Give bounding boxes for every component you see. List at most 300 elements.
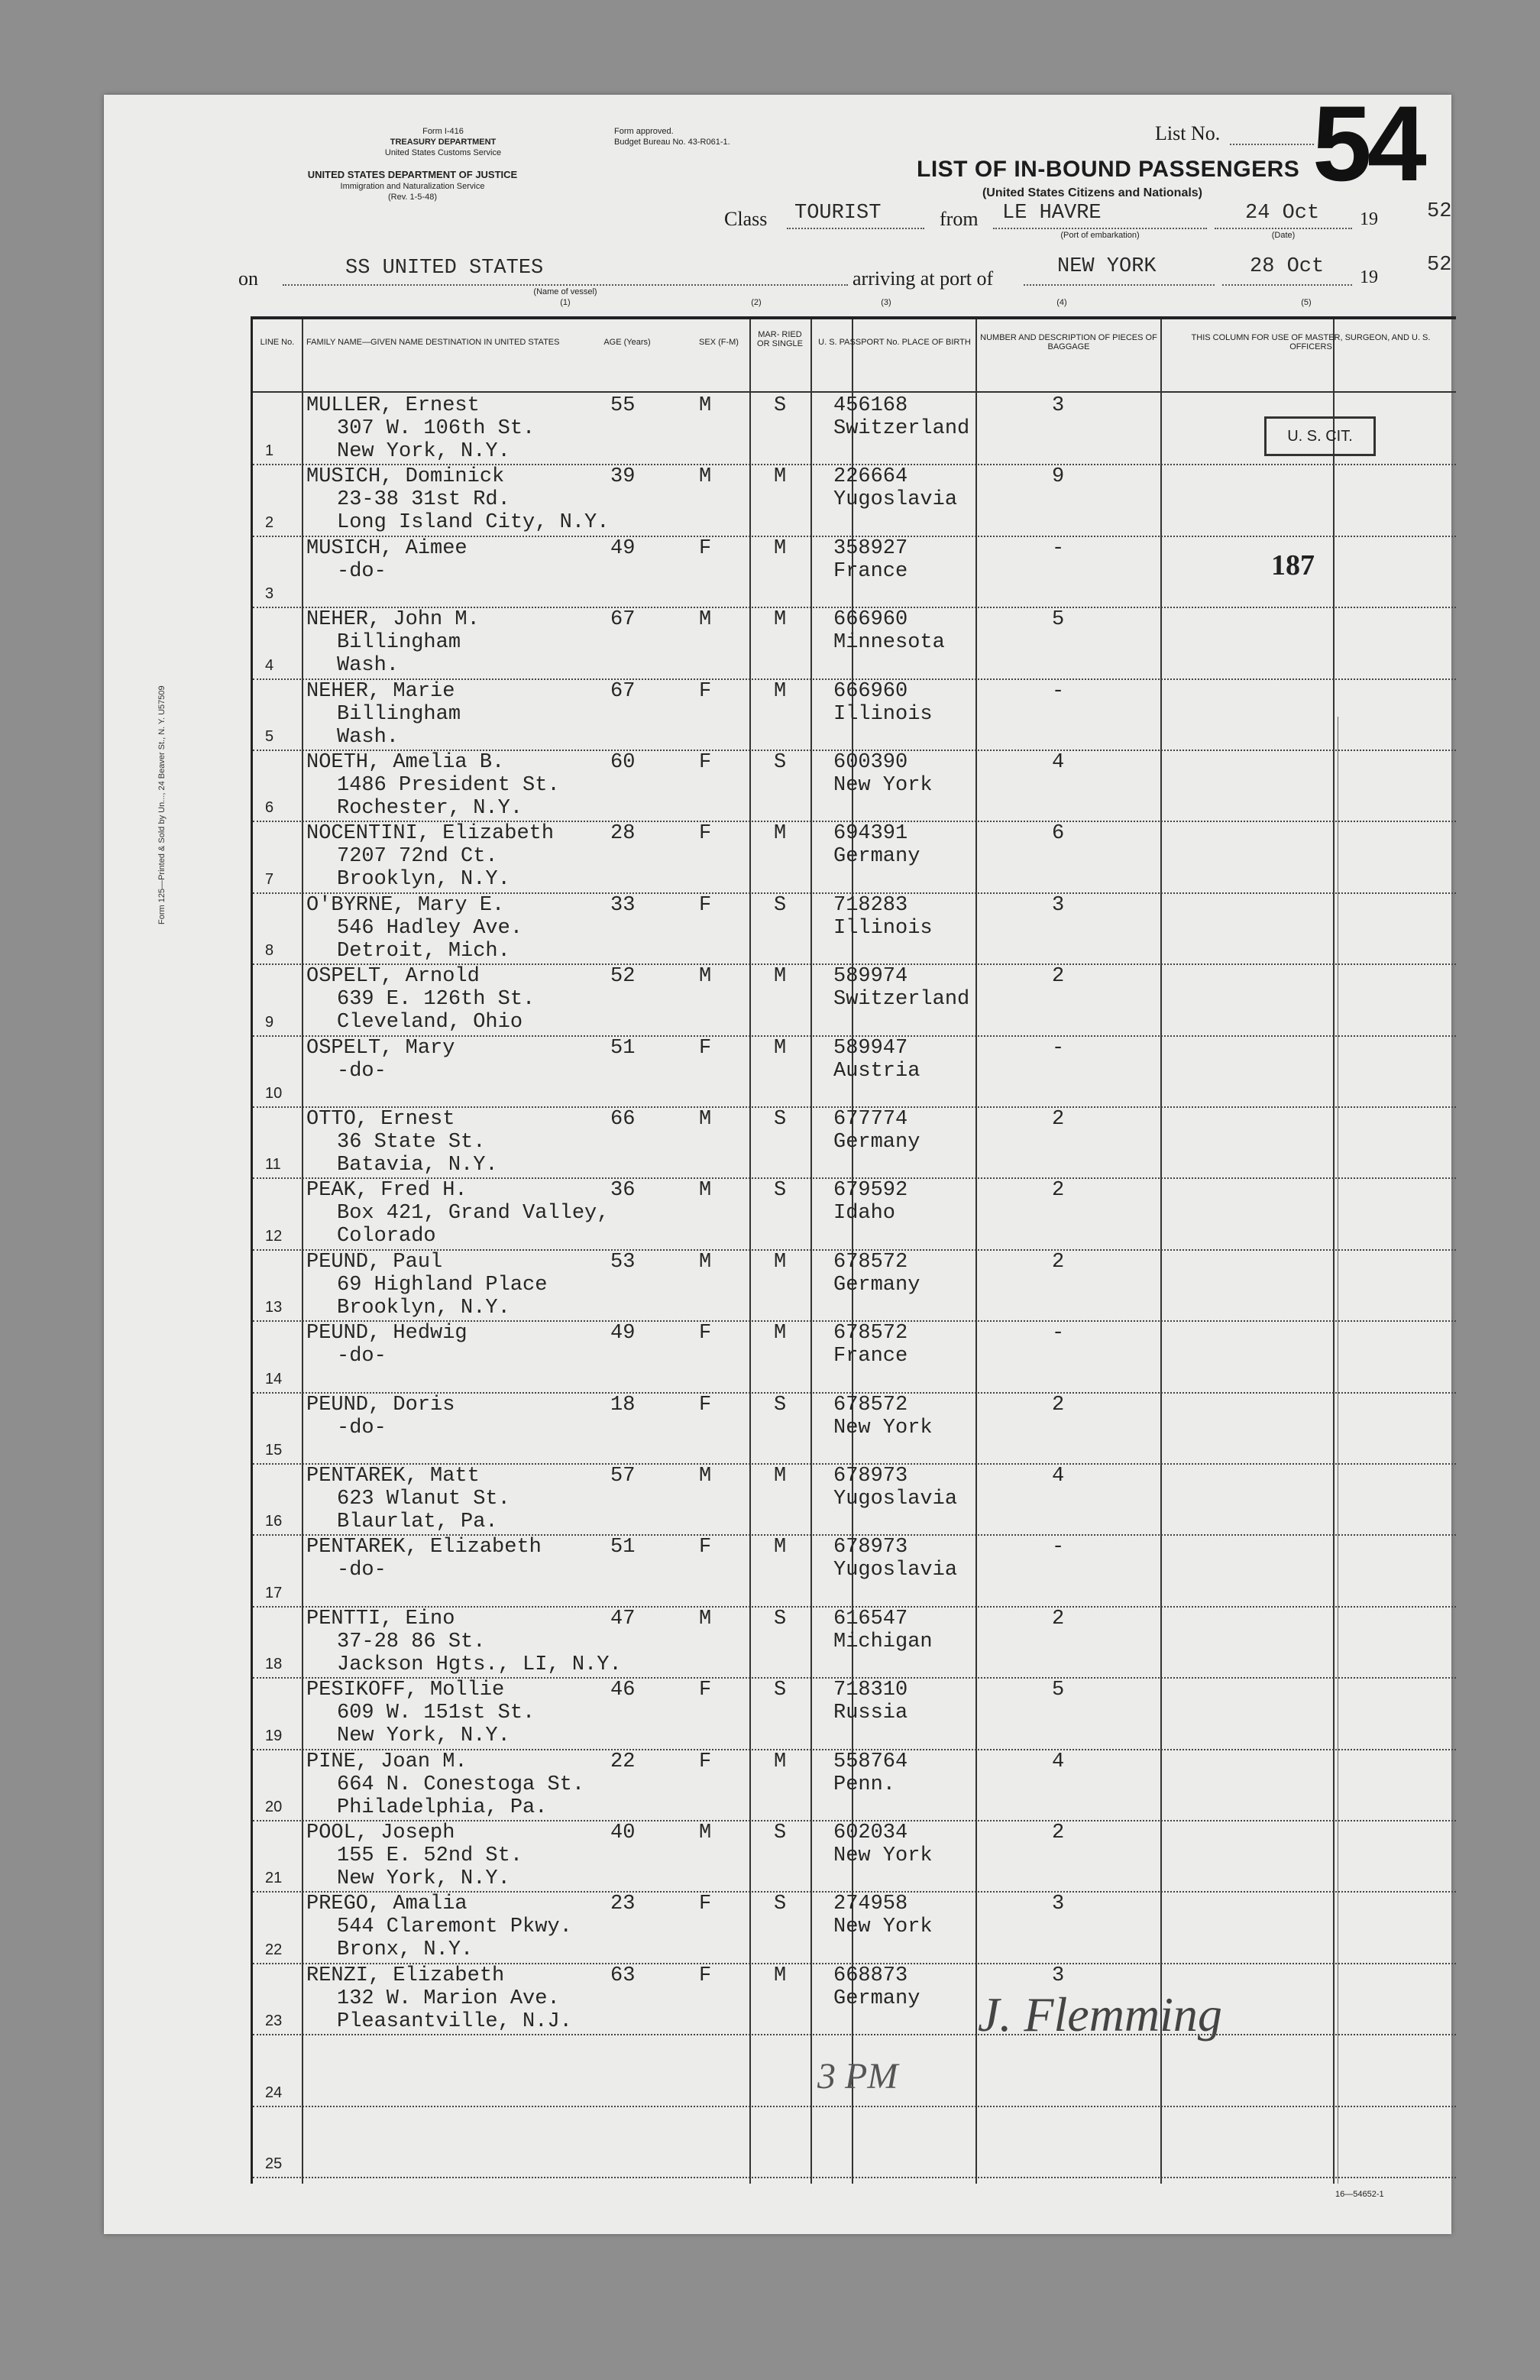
cell-addr2: Bronx, N.Y. — [337, 1938, 474, 1962]
cell-bags: 3 — [1052, 1893, 1065, 1916]
printer-side-text: Form 125—Printed & Sold by Un..., 24 Beaver St., N. Y. U57509 — [157, 685, 167, 924]
line-number: 24 — [265, 2084, 283, 2101]
cell-age: 47 — [610, 1607, 636, 1630]
line-number: 19 — [265, 1727, 283, 1744]
table-row — [253, 822, 1456, 893]
line-number: 21 — [265, 1870, 283, 1887]
cell-addr2: New York, N.Y. — [337, 440, 510, 463]
footer-code: 16—54652-1 — [1335, 2190, 1384, 2199]
cell-bags: 9 — [1052, 465, 1065, 489]
cell-addr1: -do- — [337, 1345, 387, 1368]
cell-birth: Russia — [833, 1702, 908, 1725]
cell-birth: Idaho — [833, 1202, 896, 1226]
cell-age: 52 — [610, 965, 636, 989]
cell-addr1: 7207 72nd Ct. — [337, 845, 498, 869]
cell-ms: S — [774, 1607, 787, 1630]
cell-addr1: -do- — [337, 1416, 387, 1439]
line-number: 25 — [265, 2155, 283, 2172]
cell-age: 36 — [610, 1179, 636, 1203]
on-label: on — [238, 267, 258, 290]
cell-addr2: Detroit, Mich. — [337, 939, 510, 963]
cell-addr1: Box 421, Grand Valley, — [337, 1202, 610, 1226]
cell-passport: 668873 — [833, 1964, 908, 1987]
cell-ms: S — [774, 1179, 787, 1203]
cell-addr2: Cleveland, Ohio — [337, 1011, 523, 1035]
year-prefix-2: 19 — [1360, 267, 1378, 287]
cell-addr1: 307 W. 106th St. — [337, 417, 535, 440]
cell-passport: 678973 — [833, 1465, 908, 1488]
table-row — [253, 2107, 1456, 2178]
table-row — [253, 1322, 1456, 1393]
us-citizen-stamp: U. S. CIT. — [1264, 416, 1376, 456]
line-number: 6 — [265, 799, 274, 817]
column-number-3: (3) — [881, 298, 891, 307]
line-number: 1 — [265, 442, 274, 460]
cell-birth: Michigan — [833, 1630, 933, 1653]
cell-ms: M — [774, 536, 787, 560]
cell-birth: Switzerland — [833, 417, 970, 440]
table-row — [253, 1750, 1456, 1821]
cell-age: 57 — [610, 1465, 636, 1488]
cell-age: 46 — [610, 1679, 636, 1702]
cell-birth: Austria — [833, 1059, 920, 1083]
line-number: 20 — [265, 1798, 283, 1815]
column-number-2: (2) — [751, 298, 762, 307]
cell-bags: - — [1052, 1536, 1065, 1559]
form-revision: (Rev. 1-5-48) — [388, 193, 437, 202]
cell-addr2: Jackson Hgts., LI, N.Y. — [337, 1653, 622, 1676]
treasury-department: TREASURY DEPARTMENT — [390, 138, 497, 147]
cell-name: NEHER, John M. — [306, 608, 480, 632]
table-row — [253, 1821, 1456, 1893]
header-line-no: LINE No. — [260, 338, 295, 347]
cell-birth: New York — [833, 1844, 933, 1867]
cell-birth: Germany — [833, 1987, 920, 2010]
line-number: 23 — [265, 2012, 283, 2030]
header-officers: THIS COLUMN FOR USE OF MASTER, SURGEON, AND U. S. OFFICERS — [1191, 333, 1431, 351]
cell-bags: - — [1052, 679, 1065, 703]
cell-sex: F — [699, 751, 712, 774]
cell-addr1: 609 W. 151st St. — [337, 1702, 535, 1725]
port-caption: (Port of embarkation) — [1060, 231, 1140, 240]
cell-birth: Illinois — [833, 702, 933, 726]
cell-sex: M — [699, 1607, 712, 1630]
line-number: 9 — [265, 1013, 274, 1031]
vessel-dots — [283, 284, 848, 286]
cell-passport: 666960 — [833, 608, 908, 632]
table-row — [253, 894, 1456, 965]
table-row — [253, 1251, 1456, 1322]
class-label: Class — [724, 208, 768, 230]
cell-age: 33 — [610, 893, 636, 917]
cell-age: 18 — [610, 1393, 636, 1417]
cell-birth: Germany — [833, 1131, 920, 1154]
cell-bags: 5 — [1052, 608, 1065, 632]
cell-ms: S — [774, 1393, 787, 1417]
cell-passport: 358927 — [833, 536, 908, 560]
cell-name: MUSICH, Aimee — [306, 536, 467, 560]
cell-name: OSPELT, Arnold — [306, 965, 480, 989]
cell-sex: F — [699, 679, 712, 703]
vessel-column-number: (1) — [560, 298, 571, 307]
cell-ms: M — [774, 1322, 787, 1345]
line-number: 15 — [265, 1441, 283, 1459]
list-number-dots — [1230, 144, 1314, 145]
line-number: 4 — [265, 656, 274, 674]
port-of-embarkation: LE HAVRE — [1002, 202, 1102, 225]
table-row — [253, 1037, 1456, 1108]
cell-ms: M — [774, 1964, 787, 1987]
cell-ms: M — [774, 1750, 787, 1773]
cell-ms: M — [774, 822, 787, 846]
cell-birth: Germany — [833, 1273, 920, 1297]
cell-name: PEUND, Doris — [306, 1393, 455, 1417]
cell-passport: 678572 — [833, 1322, 908, 1345]
cell-bags: - — [1052, 1036, 1065, 1060]
cell-age: 60 — [610, 751, 636, 774]
cell-name: OSPELT, Mary — [306, 1036, 455, 1060]
cell-ms: S — [774, 1821, 787, 1844]
cell-ms: S — [774, 893, 787, 917]
cell-name: MUSICH, Dominick — [306, 465, 505, 489]
cell-addr2: Blaurlat, Pa. — [337, 1511, 498, 1533]
arrival-date-dots — [1222, 284, 1352, 286]
cell-sex: F — [699, 1536, 712, 1559]
cell-addr2: Batavia, N.Y. — [337, 1154, 498, 1177]
cell-bags: - — [1052, 536, 1065, 560]
form-number: Form I-416 — [422, 127, 464, 136]
cell-addr1: 544 Claremont Pkwy. — [337, 1915, 572, 1939]
cell-ms: S — [774, 1679, 787, 1702]
cell-sex: F — [699, 1893, 712, 1916]
cell-name: PESIKOFF, Mollie — [306, 1679, 505, 1702]
vessel-name: SS UNITED STATES — [345, 257, 544, 280]
line-number: 12 — [265, 1227, 283, 1245]
cell-name: PREGO, Amalia — [306, 1893, 467, 1916]
table-row — [253, 1893, 1456, 1964]
cell-age: 67 — [610, 679, 636, 703]
cell-name: PEUND, Hedwig — [306, 1322, 467, 1345]
cell-age: 49 — [610, 536, 636, 560]
cell-passport: 677774 — [833, 1108, 908, 1131]
cell-addr1: 132 W. Marion Ave. — [337, 1987, 560, 2010]
cell-sex: M — [699, 1179, 712, 1203]
column-number-5: (5) — [1301, 298, 1312, 307]
table-row — [253, 1179, 1456, 1250]
cell-addr2: Wash. — [337, 654, 400, 678]
embarkation-year: 52 — [1427, 200, 1452, 223]
list-subtitle: (United States Citizens and Nationals) — [982, 186, 1203, 199]
header-passport: U. S. PASSPORT No. PLACE OF BIRTH — [818, 338, 971, 347]
cell-addr1: 664 N. Conestoga St. — [337, 1773, 585, 1796]
list-number-label: List No. — [1155, 122, 1221, 144]
cell-addr2: Colorado — [337, 1225, 436, 1248]
table-row — [253, 1608, 1456, 1679]
header-baggage: NUMBER AND DESCRIPTION OF PIECES OF BAGGAGE — [980, 333, 1157, 351]
cell-birth: Penn. — [833, 1773, 896, 1796]
line-number: 7 — [265, 870, 274, 888]
time-annotation: 3 PM — [817, 2056, 898, 2097]
cell-name: PENTAREK, Matt — [306, 1465, 480, 1488]
cell-age: 67 — [610, 608, 636, 632]
cell-ms: M — [774, 679, 787, 703]
cell-age: 53 — [610, 1250, 636, 1274]
cell-bags: 5 — [1052, 1679, 1065, 1702]
header-sex: SEX (F-M) — [699, 338, 739, 347]
table-row — [253, 1394, 1456, 1465]
cell-passport: 456168 — [833, 394, 908, 417]
cell-birth: France — [833, 1345, 908, 1368]
signature: J. Flemming — [978, 1987, 1222, 2042]
year-prefix: 19 — [1360, 209, 1378, 229]
cell-bags: 6 — [1052, 822, 1065, 846]
class-value: TOURIST — [794, 202, 882, 225]
cell-addr1: 546 Hadley Ave. — [337, 916, 523, 940]
department-of-justice: UNITED STATES DEPARTMENT OF JUSTICE — [307, 169, 518, 180]
cell-birth: Germany — [833, 845, 920, 869]
header-name-destination: FAMILY NAME—GIVEN NAME DESTINATION IN UNITED STATES — [306, 338, 560, 347]
cell-passport: 558764 — [833, 1750, 908, 1773]
line-number: 11 — [265, 1156, 281, 1174]
cell-bags: 2 — [1052, 1250, 1065, 1274]
cell-bags: 4 — [1052, 1465, 1065, 1488]
cell-passport: 678572 — [833, 1393, 908, 1417]
table-row — [253, 1964, 1456, 2035]
cell-sex: F — [699, 1322, 712, 1345]
cell-addr1: Billingham — [337, 631, 461, 655]
cell-bags: 2 — [1052, 1179, 1065, 1203]
cell-ms: M — [774, 465, 787, 489]
line-number: 17 — [265, 1584, 283, 1601]
cell-age: 40 — [610, 1821, 636, 1844]
table-row — [253, 965, 1456, 1036]
cell-sex: F — [699, 536, 712, 560]
cell-addr2: Rochester, N.Y. — [337, 797, 523, 820]
passenger-table — [251, 316, 1456, 2184]
table-row — [253, 680, 1456, 751]
cell-name: POOL, Joseph — [306, 1821, 455, 1844]
cell-age: 39 — [610, 465, 636, 489]
cell-sex: M — [699, 1821, 712, 1844]
line-number: 10 — [265, 1084, 283, 1102]
cell-birth: Switzerland — [833, 988, 970, 1012]
cell-addr1: 36 State St. — [337, 1131, 486, 1154]
cell-bags: 2 — [1052, 1821, 1065, 1844]
cell-name: NEHER, Marie — [306, 679, 455, 703]
cell-age: 63 — [610, 1964, 636, 1987]
cell-addr2: Wash. — [337, 725, 400, 749]
table-row — [253, 1108, 1456, 1179]
cell-passport: 718310 — [833, 1679, 908, 1702]
arrival-year: 52 — [1427, 254, 1452, 277]
from-dots — [993, 228, 1207, 229]
cell-birth: Yugoslavia — [833, 488, 958, 512]
cell-bags: 4 — [1052, 1750, 1065, 1773]
cell-age: 51 — [610, 1536, 636, 1559]
date-dots — [1215, 228, 1352, 229]
cell-bags: 2 — [1052, 1607, 1065, 1630]
cell-passport: 616547 — [833, 1607, 908, 1630]
vessel-caption: (Name of vessel) — [533, 287, 597, 296]
cell-passport: 274958 — [833, 1893, 908, 1916]
arrival-port: NEW YORK — [1057, 255, 1157, 278]
count-annotation: 187 — [1271, 549, 1315, 581]
cell-bags: 2 — [1052, 1393, 1065, 1417]
cell-sex: F — [699, 1750, 712, 1773]
cell-name: O'BYRNE, Mary E. — [306, 893, 505, 917]
column-number-4: (4) — [1056, 298, 1067, 307]
form-approved: Form approved. — [614, 127, 674, 136]
list-title: LIST OF IN-BOUND PASSENGERS — [917, 157, 1300, 182]
line-number: 16 — [265, 1513, 283, 1530]
line-number: 5 — [265, 727, 274, 745]
list-number: 54 — [1312, 83, 1422, 203]
cell-ms: S — [774, 394, 787, 417]
cell-sex: F — [699, 1964, 712, 1987]
cell-age: 23 — [610, 1893, 636, 1916]
cell-passport: 600390 — [833, 751, 908, 774]
cell-addr1: 155 E. 52nd St. — [337, 1844, 523, 1867]
cell-addr1: 37-28 86 St. — [337, 1630, 486, 1653]
cell-addr2: Philadelphia, Pa. — [337, 1796, 548, 1819]
cell-passport: 226664 — [833, 465, 908, 489]
cell-bags: 2 — [1052, 965, 1065, 989]
cell-passport: 666960 — [833, 679, 908, 703]
cell-age: 28 — [610, 822, 636, 846]
date-caption: (Date) — [1271, 231, 1296, 240]
cell-passport: 678973 — [833, 1536, 908, 1559]
arrival-date: 28 Oct — [1250, 255, 1325, 278]
cell-name: PINE, Joan M. — [306, 1750, 467, 1773]
budget-bureau-number: Budget Bureau No. 43-R061-1. — [614, 138, 730, 147]
cell-addr2: New York, N.Y. — [337, 1867, 510, 1890]
cell-birth: New York — [833, 1915, 933, 1939]
cell-ms: S — [774, 751, 787, 774]
cell-ms: S — [774, 1108, 787, 1131]
cell-addr2: Brooklyn, N.Y. — [337, 1296, 510, 1320]
line-number: 22 — [265, 1941, 283, 1958]
cell-name: OTTO, Ernest — [306, 1108, 455, 1131]
cell-passport: 678572 — [833, 1250, 908, 1274]
cell-addr2: New York, N.Y. — [337, 1724, 510, 1748]
cell-addr1: 639 E. 126th St. — [337, 988, 535, 1012]
cell-ms: S — [774, 1893, 787, 1916]
cell-name: RENZI, Elizabeth — [306, 1964, 505, 1987]
cell-passport: 602034 — [833, 1821, 908, 1844]
cell-addr1: -do- — [337, 1059, 387, 1083]
header-age: AGE (Years) — [603, 338, 651, 347]
cell-bags: 3 — [1052, 1964, 1065, 1987]
cell-bags: 2 — [1052, 1108, 1065, 1131]
line-number: 18 — [265, 1656, 283, 1673]
cell-addr2: Long Island City, N.Y. — [337, 511, 610, 535]
cell-bags: 3 — [1052, 394, 1065, 417]
cell-sex: F — [699, 1036, 712, 1060]
table-row — [253, 751, 1456, 822]
cell-birth: Minnesota — [833, 631, 945, 655]
cell-ms: M — [774, 1465, 787, 1488]
cell-addr1: 23-38 31st Rd. — [337, 488, 510, 512]
cell-name: PENTTI, Eino — [306, 1607, 455, 1630]
cell-addr1: -do- — [337, 559, 387, 583]
cell-sex: F — [699, 822, 712, 846]
row-divider — [253, 2177, 1456, 2178]
cell-passport: 589947 — [833, 1036, 908, 1060]
cell-bags: 3 — [1052, 893, 1065, 917]
cell-ms: M — [774, 608, 787, 632]
table-row — [253, 1679, 1456, 1750]
cell-ms: M — [774, 1036, 787, 1060]
cell-birth: Yugoslavia — [833, 1488, 958, 1511]
line-number: 13 — [265, 1299, 283, 1316]
header-rule — [253, 391, 1456, 393]
table-row — [253, 1536, 1456, 1607]
cell-age: 51 — [610, 1036, 636, 1060]
class-dots — [787, 228, 924, 229]
line-number: 8 — [265, 942, 274, 960]
cell-birth: Yugoslavia — [833, 1559, 958, 1582]
table-row — [253, 465, 1456, 536]
cell-passport: 589974 — [833, 965, 908, 989]
cell-addr2: Pleasantville, N.J. — [337, 2009, 572, 2033]
cell-passport: 679592 — [833, 1179, 908, 1203]
cell-name: PEUND, Paul — [306, 1250, 443, 1274]
cell-sex: F — [699, 893, 712, 917]
cell-age: 49 — [610, 1322, 636, 1345]
cell-sex: M — [699, 608, 712, 632]
cell-ms: M — [774, 965, 787, 989]
cell-birth: France — [833, 559, 908, 583]
line-number: 14 — [265, 1370, 283, 1388]
cell-age: 66 — [610, 1108, 636, 1131]
cell-passport: 718283 — [833, 893, 908, 917]
cell-age: 22 — [610, 1750, 636, 1773]
cell-addr1: Billingham — [337, 702, 461, 726]
cell-sex: M — [699, 1108, 712, 1131]
arriving-label: arriving at port of — [852, 267, 994, 290]
immigration-service: Immigration and Naturalization Service — [340, 182, 485, 191]
cell-sex: M — [699, 394, 712, 417]
line-number: 3 — [265, 585, 274, 603]
cell-sex: F — [699, 1679, 712, 1702]
cell-sex: M — [699, 965, 712, 989]
cell-name: PEAK, Fred H. — [306, 1179, 467, 1203]
cell-addr2: Brooklyn, N.Y. — [337, 868, 510, 892]
arrival-port-dots — [1024, 284, 1215, 286]
cell-age: 55 — [610, 394, 636, 417]
cell-ms: M — [774, 1250, 787, 1274]
cell-name: PENTAREK, Elizabeth — [306, 1536, 542, 1559]
cell-birth: Illinois — [833, 916, 933, 940]
cell-bags: - — [1052, 1322, 1065, 1345]
embarkation-date: 24 Oct — [1245, 202, 1320, 225]
cell-addr1: 1486 President St. — [337, 774, 560, 797]
cell-name: NOETH, Amelia B. — [306, 751, 505, 774]
cell-passport: 694391 — [833, 822, 908, 846]
table-row — [253, 1465, 1456, 1536]
cell-sex: M — [699, 465, 712, 489]
line-number: 2 — [265, 513, 274, 531]
table-row — [253, 608, 1456, 679]
cell-sex: M — [699, 1465, 712, 1488]
cell-addr1: 623 Wlanut St. — [337, 1488, 510, 1511]
from-label: from — [940, 208, 979, 230]
customs-service: United States Customs Service — [384, 148, 502, 157]
cell-sex: M — [699, 1250, 712, 1274]
header-married: MAR- RIED OR SINGLE — [757, 330, 803, 348]
cell-birth: New York — [833, 1416, 933, 1439]
cell-birth: New York — [833, 774, 933, 797]
